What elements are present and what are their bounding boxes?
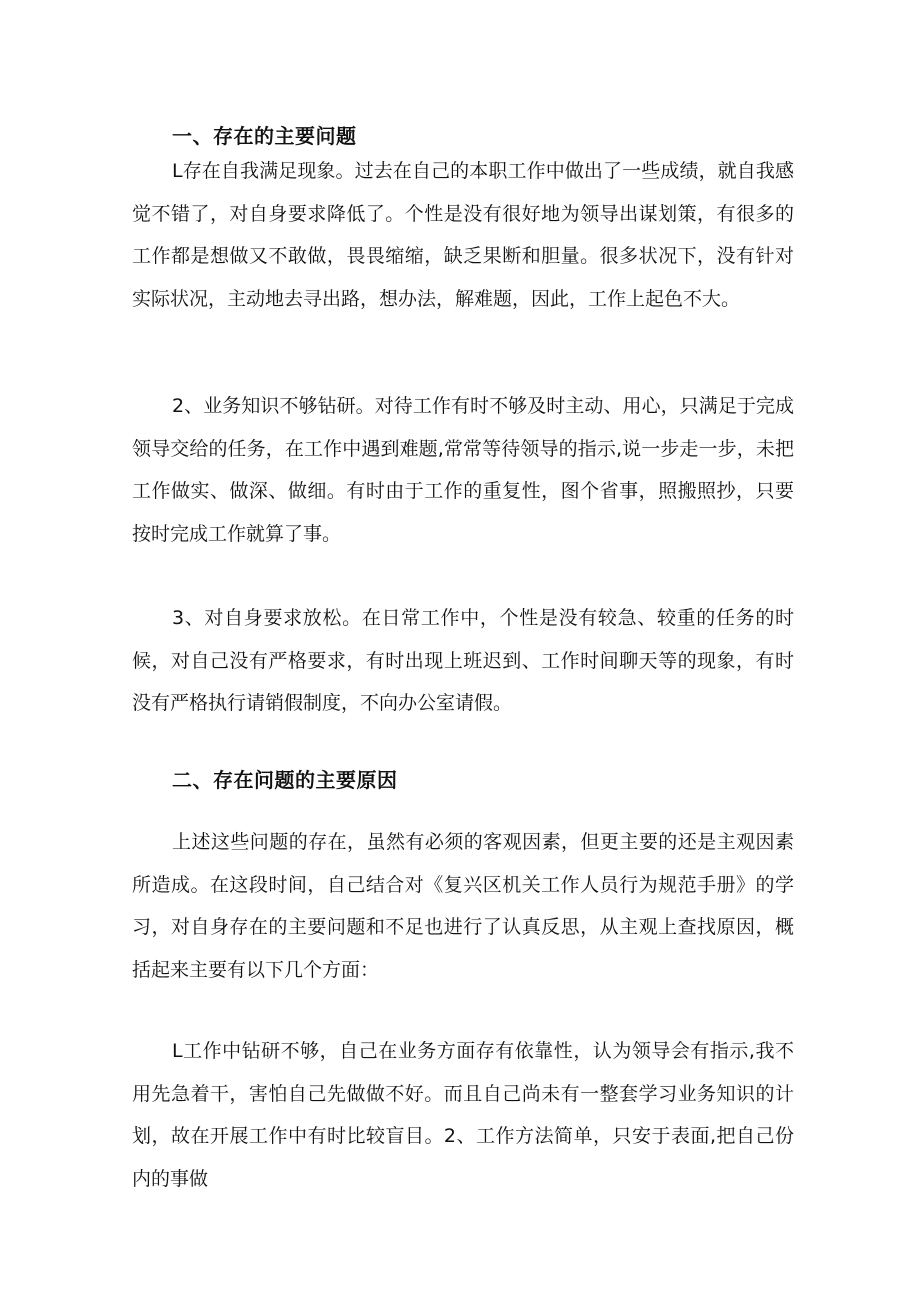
- paragraph-causes-intro: 上述这些问题的存在，虽然有必须的客观因素，但更主要的还是主观因素所造成。在这段时间，自己结合对《复兴区机关工作人员行为规范手册》的学习，对自身存在的主要问题和不足也进行了认真反思，从主观上查找原因，概括起来主要有以下几个方面：: [132, 831, 794, 981]
- section-heading-causes: 二、存在问题的主要原因: [172, 768, 398, 792]
- paragraph-self-requirements: 3、对自身要求放松。在日常工作中，个性是没有较急、较重的任务的时候，对自己没有严格要求，有时出现上班迟到、工作时间聊天等的现象，有时没有严格执行请销假制度，不向办公室请假。: [132, 607, 794, 714]
- paragraph-cause-insufficient-study: L工作中钻研不够，自己在业务方面存有依靠性，认为领导会有指示,我不用先急着干，害怕自己先做做不好。而且自己尚未有一整套学习业务知识的计划，故在开展工作中有时比较盲目。2、工作方法简单，只安于表面,把自己份内的事做: [132, 1040, 794, 1190]
- paragraph-self-satisfaction: L存在自我满足现象。过去在自己的本职工作中做出了一些成绩，就自我感觉不错了，对自身要求降低了。个性是没有很好地为领导出谋划策，有很多的工作都是想做又不敢做，畏畏缩缩，缺乏果断和胆量。很多状况下，没有针对实际状况，主动地去寻出路，想办法，解难题，因此，工作上起色不大。: [132, 160, 794, 310]
- paragraph-business-knowledge: 2、业务知识不够钻研。对待工作有时不够及时主动、用心，只满足于完成领导交给的任务，在工作中遇到难题,常常等待领导的指示,说一步走一步，未把工作做实、做深、做细。有时由于工作的重复性，图个省事，照搬照抄，只要按时完成工作就算了事。: [132, 395, 794, 545]
- section-heading-problems: 一、存在的主要问题: [172, 124, 357, 148]
